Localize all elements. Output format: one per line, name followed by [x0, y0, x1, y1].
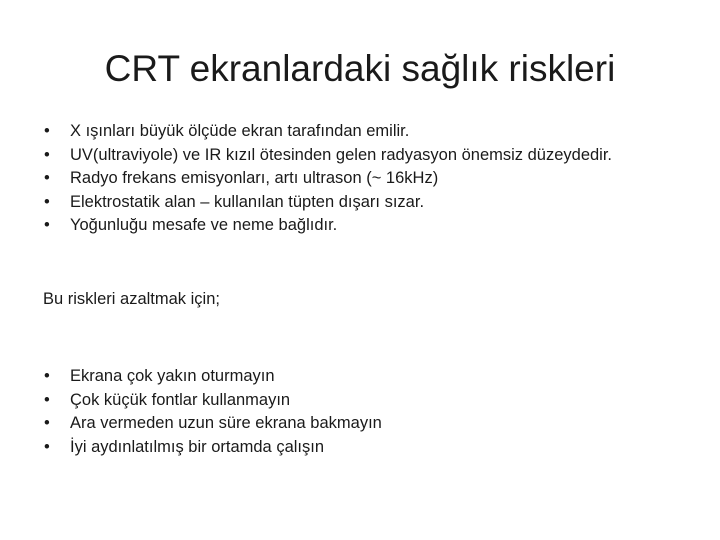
bullet-icon: •	[44, 367, 50, 385]
list-item-text: Radyo frekans emisyonları, artı ultrason (~ 16kHz)	[70, 169, 439, 187]
risk-list	[44, 120, 613, 238]
list-item	[44, 365, 382, 389]
list-item	[44, 389, 382, 413]
list-item-text: Ekrana çok yakın oturmayın	[70, 367, 275, 385]
list-item-text: X ışınları büyük ölçüde ekran tarafından emilir.	[70, 122, 410, 140]
list-item-text: Çok küçük fontlar kullanmayın	[70, 390, 291, 409]
list-item	[44, 120, 612, 144]
bullet-icon: •	[44, 414, 50, 432]
list-item	[44, 214, 612, 238]
bullet-icon: •	[44, 437, 50, 456]
list-item-text: UV(ultraviyole) ve IR kızıl ötesinden gelen radyasyon önemsiz düzeydedir.	[70, 145, 613, 164]
bullet-icon: •	[44, 216, 50, 234]
list-item-text: Yoğunluğu mesafe ve neme bağlıdır.	[70, 216, 338, 234]
list-item	[44, 436, 382, 460]
bullet-icon: •	[44, 145, 50, 164]
bullet-icon: •	[44, 192, 50, 211]
bullet-icon: •	[44, 390, 50, 409]
slide-title: CRT ekranlardaki sağlık riskleri	[104, 48, 616, 89]
list-item-text: Ara vermeden uzun süre ekrana bakmayın	[70, 414, 382, 432]
bullet-icon: •	[44, 122, 50, 140]
bullet-icon: •	[44, 169, 50, 187]
list-item	[44, 191, 612, 215]
list-item	[44, 167, 612, 191]
tips-list	[44, 365, 382, 459]
list-item	[44, 144, 613, 168]
list-item-text: Elektrostatik alan – kullanılan tüpten dışarı sızar.	[70, 192, 425, 211]
list-item	[44, 412, 382, 436]
intro-text: Bu riskleri azaltmak için;	[43, 290, 220, 308]
list-item-text: İyi aydınlatılmış bir ortamda çalışın	[70, 437, 325, 456]
